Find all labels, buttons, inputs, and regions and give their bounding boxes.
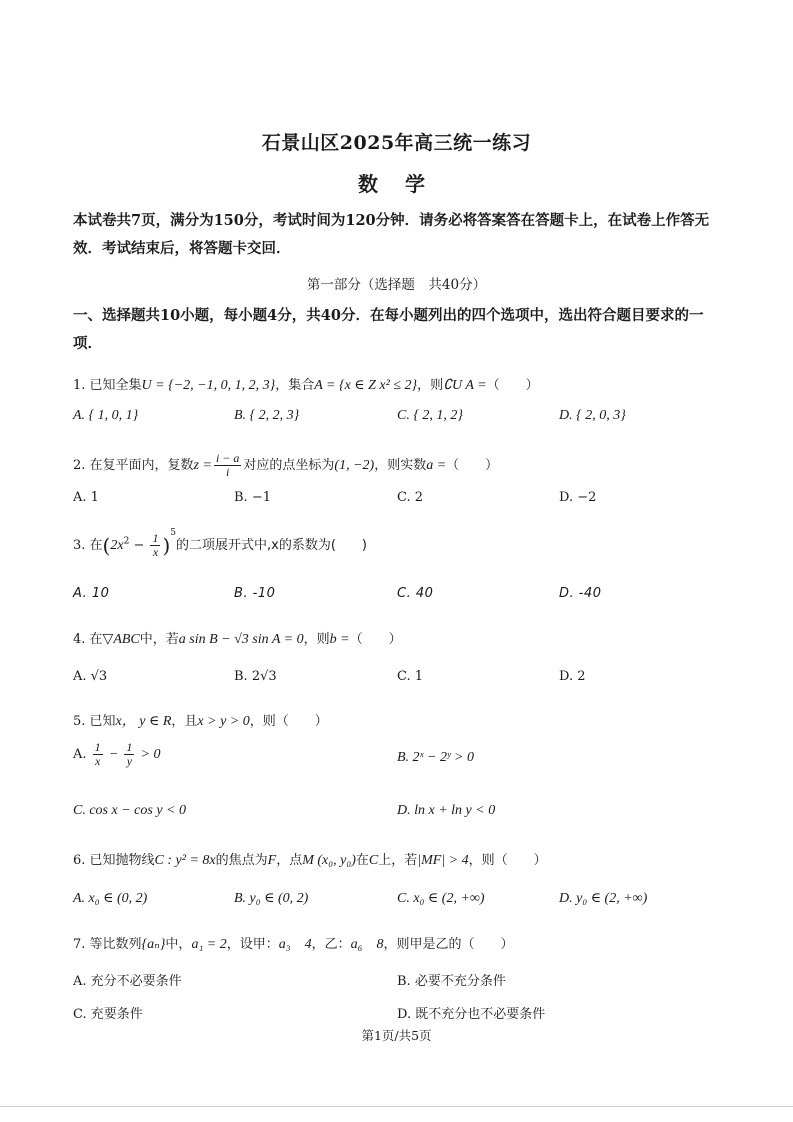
q1-mid: ，集合 bbox=[275, 378, 315, 393]
q2-z: z = bbox=[193, 458, 212, 473]
q5-mid: ，且 bbox=[171, 714, 198, 729]
q2-option-a: A. 1 bbox=[73, 490, 99, 505]
q6-point-m: M (x₀, y₀) bbox=[302, 853, 356, 868]
q1-universal-set: U = {−2, −1, 0, 1, 2, 3} bbox=[141, 378, 276, 393]
q5-prefix: 5. 已知 bbox=[73, 714, 116, 729]
q3-denominator: x bbox=[152, 545, 159, 559]
q7-mid2: ，设甲： bbox=[226, 937, 279, 952]
q4-option-a: A. √3 bbox=[73, 669, 108, 684]
q6-curve: C bbox=[368, 853, 379, 868]
q5-option-c: C. cos x − cos y < 0 bbox=[73, 803, 186, 818]
q2-paren: （ ） bbox=[446, 458, 499, 473]
q4-mid: 中，若 bbox=[139, 632, 179, 647]
q1-option-b: B. { 2, 2, 3} bbox=[234, 408, 300, 423]
q5-option-d: D. ln x + ln y < 0 bbox=[397, 803, 496, 818]
q1-paren: （ ） bbox=[486, 378, 539, 393]
q7-condition-yi: a₆ 8 bbox=[350, 937, 384, 952]
q3-option-d: D. -40 bbox=[559, 586, 602, 601]
q6-parabola: C : y² = 8x bbox=[154, 853, 216, 868]
q6-mid: 的焦点为 bbox=[215, 853, 268, 868]
q2-option-c: C. 2 bbox=[397, 490, 424, 505]
q5-minus: − bbox=[108, 747, 119, 762]
q7-option-c: C. 充要条件 bbox=[73, 1007, 143, 1022]
q6-option-d: D. y₀ ∈ (2, +∞) bbox=[559, 891, 648, 906]
q6-mid3: 在 bbox=[355, 853, 369, 868]
q7-a1: a₁ = 2 bbox=[191, 937, 227, 952]
q7-prefix: 7. 等比数列 bbox=[73, 937, 142, 952]
q3-end: 的二项展开式中,x的系数为( ) bbox=[176, 538, 368, 553]
q6-focus: F bbox=[267, 853, 277, 868]
q5-option-a-tail: > 0 bbox=[140, 747, 161, 762]
q3-option-a: A. 10 bbox=[73, 586, 110, 601]
question-2 bbox=[73, 452, 498, 479]
q7-mid: 中， bbox=[165, 937, 192, 952]
q2-numerator: i − a bbox=[215, 451, 240, 465]
q7-end: ，则甲是乙的（ ） bbox=[383, 937, 514, 952]
q4-prefix: 4. 在 bbox=[73, 632, 103, 647]
q3-fraction bbox=[150, 532, 160, 559]
q7-option-d: D. 既不充分也不必要条件 bbox=[397, 1007, 546, 1022]
q6-mid2: ，点 bbox=[276, 853, 303, 868]
q7-option-b: B. 必要不充分条件 bbox=[397, 974, 506, 989]
q4-option-b: B. 2√3 bbox=[234, 669, 277, 684]
q1-prefix: 1. 已知全集 bbox=[73, 378, 142, 393]
q5-frac1-den: x bbox=[95, 754, 101, 768]
q2-var: a = bbox=[426, 458, 447, 473]
q5-option-b: B. 2ˣ − 2ʸ > 0 bbox=[397, 750, 474, 765]
q6-end: ，则（ ） bbox=[468, 853, 547, 868]
q5-option-a-label: A. bbox=[73, 747, 87, 762]
q6-prefix: 6. 已知抛物线 bbox=[73, 853, 155, 868]
q5-end: ，则（ ） bbox=[249, 714, 328, 729]
q4-paren: （ ） bbox=[349, 632, 402, 647]
q3-option-b: B. -10 bbox=[234, 586, 276, 601]
q5-fraction-1 bbox=[93, 741, 103, 768]
q3-left-paren: ( bbox=[102, 533, 111, 558]
q3-right-paren: ) bbox=[162, 533, 171, 558]
q3-option-c: C. 40 bbox=[397, 586, 434, 601]
q3-exponent: 2 bbox=[123, 536, 130, 547]
q1-set-a: A = {x ∈ Z x² ≤ 2} bbox=[314, 378, 418, 393]
q1-end: ，则 bbox=[417, 378, 444, 393]
q2-end: ，则实数 bbox=[374, 458, 427, 473]
q5-fraction-2 bbox=[124, 741, 134, 768]
q5-vars: x， y ∈ R bbox=[115, 714, 172, 729]
page-bottom-divider bbox=[0, 1106, 793, 1107]
q1-option-a: A. { 1, 0, 1} bbox=[73, 408, 139, 423]
q7-mid3: ，乙： bbox=[311, 937, 351, 952]
q6-option-a: A. x₀ ∈ (0, 2) bbox=[73, 891, 148, 906]
q4-option-d: D. 2 bbox=[559, 669, 586, 684]
q4-var: b = bbox=[329, 632, 350, 647]
q5-frac2-num: 1 bbox=[126, 740, 133, 754]
q4-option-c: C. 1 bbox=[397, 669, 424, 684]
q3-prefix: 3. 在 bbox=[73, 538, 103, 553]
q5-frac2-den: y bbox=[126, 754, 133, 768]
q2-prefix: 2. 在复平面内，复数 bbox=[73, 458, 194, 473]
q2-point: (1, −2) bbox=[334, 458, 375, 473]
question-4 bbox=[73, 628, 402, 648]
q5-option-a bbox=[73, 741, 161, 768]
q1-complement: ∁U A = bbox=[443, 378, 487, 393]
section-heading: 一、选择题共10小题，每小题4分，共40分．在每小题列出的四个选项中，选出符合题目要求的一项． bbox=[73, 307, 704, 352]
q5-condition: x > y > 0 bbox=[197, 714, 250, 729]
q3-power: 5 bbox=[170, 528, 177, 538]
q7-option-a: A. 充分不必要条件 bbox=[73, 974, 182, 989]
q6-option-c: C. x₀ ∈ (2, +∞) bbox=[397, 891, 485, 906]
subject-title: 数 学 bbox=[358, 172, 435, 196]
q7-condition-jia: a₃ 4 bbox=[278, 937, 312, 952]
page-footer: 第1页/共5页 bbox=[361, 1028, 432, 1043]
q3-numerator: 1 bbox=[152, 531, 159, 545]
q4-triangle: ▽ABC bbox=[102, 632, 140, 647]
q3-term: 2x bbox=[110, 538, 124, 553]
q6-option-b: B. y₀ ∈ (0, 2) bbox=[234, 891, 309, 906]
q6-mid4: 上，若 bbox=[378, 853, 418, 868]
q2-option-d: D. −2 bbox=[559, 490, 597, 505]
q7-sequence: {aₙ} bbox=[141, 937, 166, 952]
q4-equation: a sin B − √3 sin A = 0 bbox=[178, 632, 304, 647]
q1-option-c: C. { 2, 1, 2} bbox=[397, 408, 464, 423]
exam-title: 石景山区2025年高三统一练习 bbox=[261, 132, 532, 154]
question-6 bbox=[73, 849, 547, 869]
q5-frac1-num: 1 bbox=[94, 740, 101, 754]
question-1 bbox=[73, 374, 539, 394]
q2-mid: 对应的点坐标为 bbox=[243, 458, 335, 473]
q2-fraction bbox=[214, 452, 241, 479]
q4-end: ，则 bbox=[303, 632, 330, 647]
q2-option-b: B. −1 bbox=[234, 490, 271, 505]
exam-instructions: 本试卷共7页，满分为150分，考试时间为120分钟．请务必将答案答在答题卡上，在试卷上作答无效．考试结束后，将答题卡交回． bbox=[73, 212, 710, 257]
q3-minus: − bbox=[129, 538, 149, 553]
q1-option-d: D. { 2, 0, 3} bbox=[559, 408, 626, 423]
question-3 bbox=[73, 528, 367, 559]
question-5 bbox=[73, 710, 328, 730]
part-heading: 第一部分（选择题 共40分） bbox=[306, 277, 487, 293]
q6-condition: |MF| > 4 bbox=[417, 853, 469, 868]
q2-denominator: i bbox=[226, 465, 230, 479]
question-7 bbox=[73, 933, 514, 953]
